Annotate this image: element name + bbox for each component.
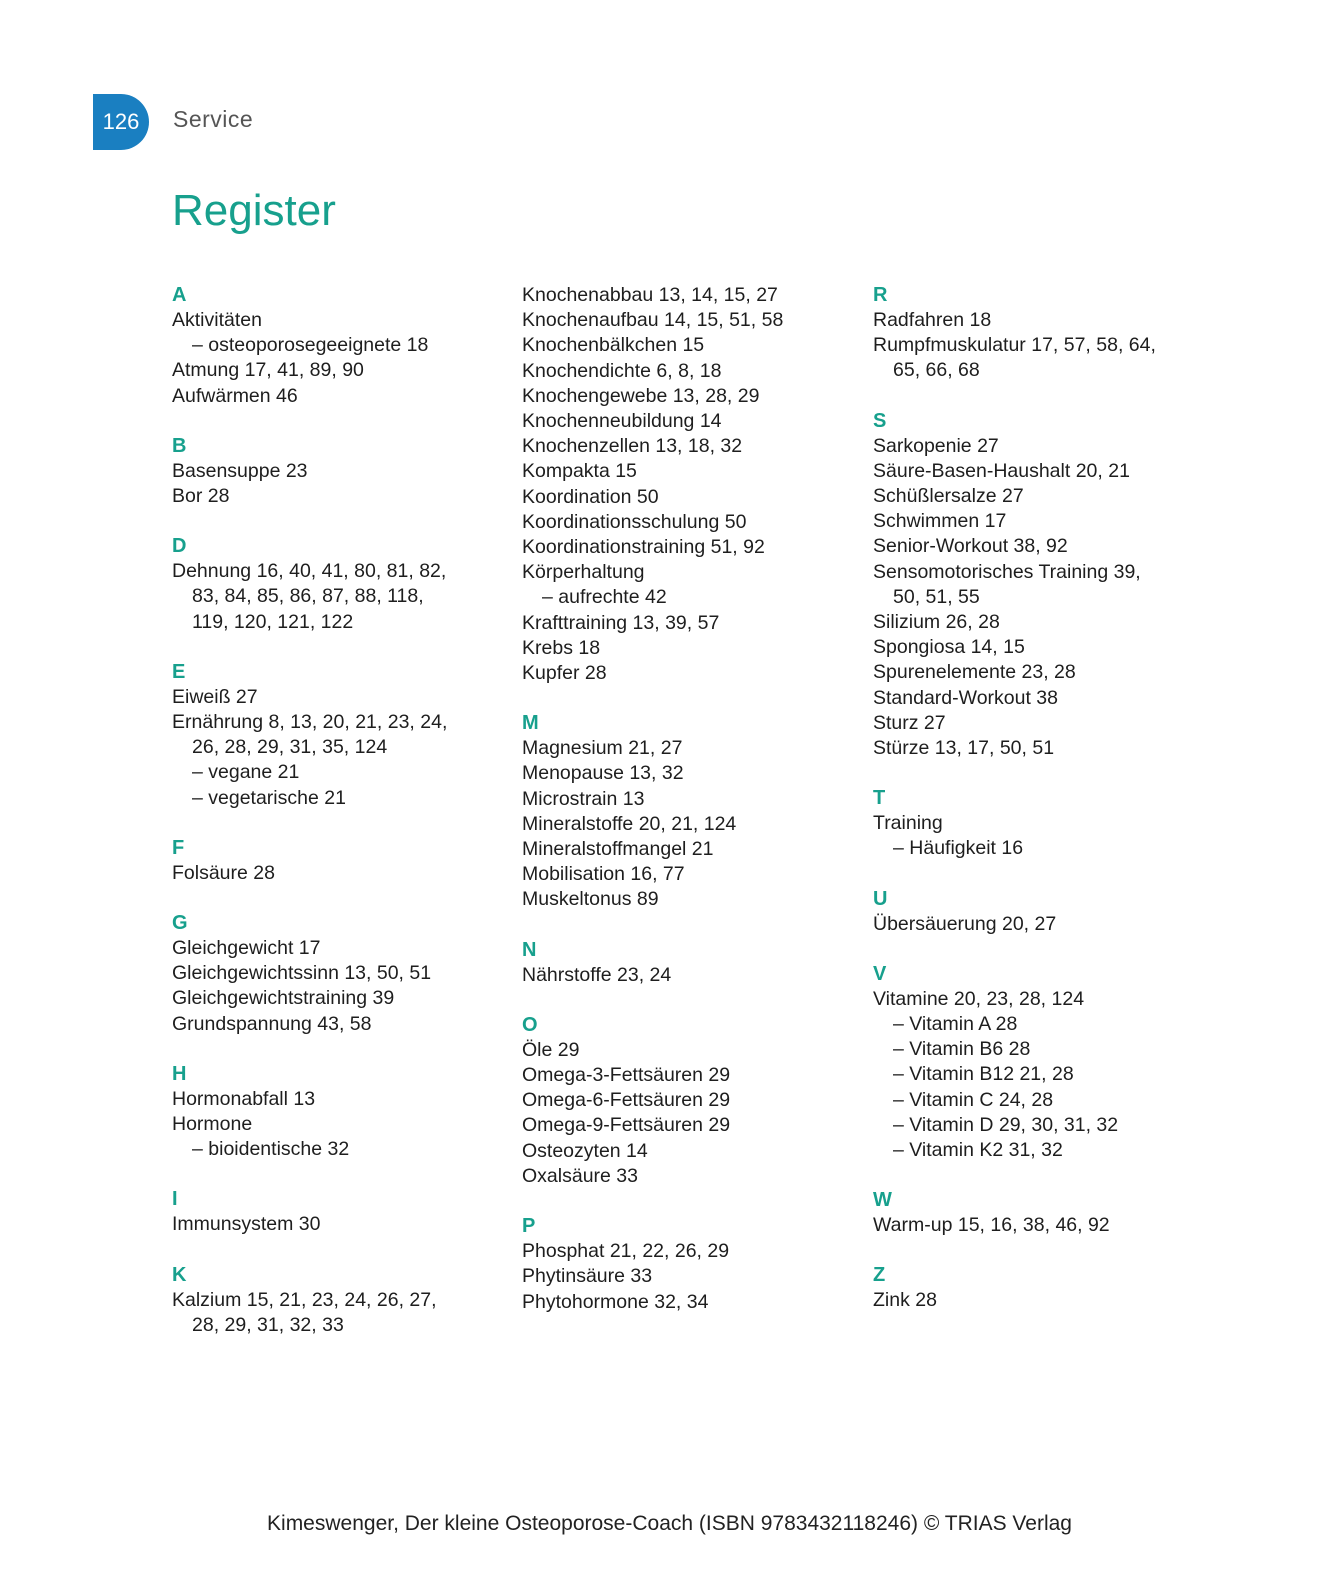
index-entry — [522, 787, 862, 812]
index-entry — [522, 459, 862, 484]
index-entry — [873, 912, 1213, 937]
index-entry-text: Basensuppe 23 — [172, 459, 308, 482]
index-entry — [873, 711, 1213, 736]
index-entry-text: Knochenabbau 13, 14, 15, 27 — [522, 284, 778, 306]
index-entry — [522, 636, 862, 661]
index-entry-text: Oxalsäure 33 — [522, 1164, 638, 1187]
index-entry-text: Standard-Workout 38 — [873, 686, 1058, 709]
index-entry-continuation: 26, 28, 29, 31, 35, 124 — [192, 736, 388, 759]
index-entry — [172, 1012, 512, 1037]
index-entry — [873, 534, 1213, 559]
index-letter-heading: U — [873, 887, 888, 910]
index-entry-text: Sarkopenie 27 — [873, 434, 999, 457]
index-entry-text: Hormonabfall 13 — [172, 1087, 316, 1110]
index-letter-heading: N — [522, 938, 537, 961]
index-entry-text: Folsäure 28 — [172, 861, 275, 884]
index-entry — [172, 559, 512, 635]
index-entry-text: Spurenelemente 23, 28 — [873, 661, 1076, 684]
index-entry-text: Microstrain 13 — [522, 787, 645, 810]
index-letter-heading: B — [172, 434, 187, 457]
index-entry-text: – Vitamin B12 21, 28 — [893, 1063, 1074, 1086]
index-subentry — [172, 786, 512, 811]
index-entry-text: Schüßlersalze 27 — [873, 485, 1024, 508]
index-entry-text: Knochenbälkchen 15 — [522, 334, 705, 357]
index-entry — [172, 961, 512, 986]
index-entry — [873, 635, 1213, 660]
index-letter-heading: O — [522, 1013, 538, 1036]
index-entry-text: Krebs 18 — [522, 636, 601, 659]
index-letter-heading: R — [873, 284, 888, 306]
index-entry — [172, 308, 512, 333]
index-entry-text: Hormone — [172, 1113, 253, 1136]
index-entry — [172, 685, 512, 710]
index-entry-text: Zink 28 — [873, 1289, 937, 1312]
index-entry — [522, 409, 862, 434]
index-entry-text: Mineralstoffe 20, 21, 124 — [522, 812, 737, 835]
page-number-badge: 126 — [93, 94, 149, 150]
index-entry-text: Vitamine 20, 23, 28, 124 — [873, 987, 1085, 1010]
index-letter-heading: D — [172, 535, 187, 558]
index-entry — [522, 661, 862, 686]
index-entry-text: Sensomotorisches Training 39, — [873, 560, 1141, 583]
index-entry — [522, 283, 862, 308]
index-letter-heading: V — [873, 962, 887, 985]
index-entry — [522, 510, 862, 535]
index-entry-text: Knochenzellen 13, 18, 32 — [522, 435, 743, 458]
index-entry — [522, 963, 862, 988]
index-entry-continuation: 28, 29, 31, 32, 33 — [192, 1313, 344, 1336]
index-entry-text: Phytohormone 32, 34 — [522, 1290, 709, 1313]
index-entry — [522, 1264, 862, 1289]
index-entry — [172, 1087, 512, 1112]
index-entry-text: Kupfer 28 — [522, 662, 607, 685]
index-entry — [522, 434, 862, 459]
index-entry — [873, 459, 1213, 484]
index-entry-text: Krafttraining 13, 39, 57 — [522, 611, 720, 634]
index-entry — [522, 1088, 862, 1113]
index-letter-heading: I — [172, 1188, 178, 1211]
index-entry — [522, 384, 862, 409]
index-subentry — [522, 585, 862, 610]
index-entry-continuation: 119, 120, 121, 122 — [192, 610, 354, 633]
index-entry — [522, 862, 862, 887]
index-entry — [172, 986, 512, 1011]
index-subentry — [873, 1062, 1213, 1087]
index-entry-text: Kompakta 15 — [522, 460, 637, 483]
index-entry-text: – Vitamin C 24, 28 — [893, 1088, 1054, 1111]
index-entry-text: Magnesium 21, 27 — [522, 737, 683, 760]
index-entry — [172, 484, 512, 509]
index-entry — [873, 484, 1213, 509]
index-entry — [873, 333, 1213, 383]
index-column-3 — [873, 283, 1213, 1314]
index-entry — [873, 660, 1213, 685]
index-entry-text: Silizium 26, 28 — [873, 611, 1000, 634]
index-entry-text: – aufrechte 42 — [542, 586, 667, 609]
index-letter-heading: K — [172, 1263, 187, 1286]
index-entry-text: Säure-Basen-Haushalt 20, 21 — [873, 459, 1130, 482]
index-entry — [172, 710, 512, 760]
index-entry-text: Training — [873, 812, 943, 835]
index-entry-text: – osteoporosegeeignete 18 — [192, 334, 429, 357]
index-entry — [522, 535, 862, 560]
index-entry-text: Sturz 27 — [873, 711, 946, 734]
index-entry — [522, 1164, 862, 1189]
index-entry — [873, 811, 1213, 836]
index-letter-heading: G — [172, 912, 188, 935]
index-entry-text: Menopause 13, 32 — [522, 762, 684, 785]
index-entry — [172, 1212, 512, 1237]
index-entry — [172, 861, 512, 886]
index-entry — [522, 1038, 862, 1063]
index-entry-text: Senior-Workout 38, 92 — [873, 535, 1068, 558]
index-letter-heading: E — [172, 660, 186, 683]
index-letter-heading: F — [172, 836, 185, 859]
index-entry-text: Phytinsäure 33 — [522, 1265, 653, 1288]
index-entry-text: Gleichgewichtstraining 39 — [172, 987, 395, 1010]
index-entry — [522, 812, 862, 837]
index-entry-continuation: 65, 66, 68 — [893, 359, 980, 382]
index-subentry — [172, 333, 512, 358]
footer-credit: Kimeswenger, Der kleine Osteoporose-Coach (ISBN 9783432118246) © TRIAS Verlag — [267, 1512, 1072, 1535]
index-entry-text: Omega-3-Fettsäuren 29 — [522, 1064, 731, 1087]
index-letter-heading: A — [172, 284, 187, 306]
index-entry-text: Muskeltonus 89 — [522, 888, 659, 911]
index-letter-heading: P — [522, 1215, 536, 1238]
index-entry-text: Dehnung 16, 40, 41, 80, 81, 82, — [172, 560, 447, 583]
index-subentry — [172, 1137, 512, 1162]
index-entry-text: – bioidentische 32 — [192, 1138, 350, 1161]
index-letter-heading: Z — [873, 1264, 886, 1287]
index-entry-text: Koordinationstraining 51, 92 — [522, 536, 765, 559]
index-entry — [522, 1239, 862, 1264]
index-entry — [522, 1139, 862, 1164]
index-entry — [172, 1112, 512, 1137]
index-entry-text: Knochengewebe 13, 28, 29 — [522, 384, 760, 407]
index-entry-text: Atmung 17, 41, 89, 90 — [172, 359, 364, 382]
index-entry — [873, 610, 1213, 635]
index-entry-text: – vegane 21 — [192, 761, 300, 784]
page-title: Register — [172, 186, 336, 235]
index-entry-text: Gleichgewichtssinn 13, 50, 51 — [172, 962, 432, 985]
index-entry — [522, 333, 862, 358]
index-entry — [873, 509, 1213, 534]
index-entry — [522, 308, 862, 333]
index-subentry — [873, 836, 1213, 861]
index-entry — [522, 560, 862, 585]
index-entry-text: Übersäuerung 20, 27 — [873, 912, 1057, 935]
index-entry-text: Schwimmen 17 — [873, 510, 1007, 533]
index-entry — [873, 686, 1213, 711]
index-entry-text: Eiweiß 27 — [172, 685, 258, 708]
index-entry — [522, 1063, 862, 1088]
index-entry — [873, 434, 1213, 459]
index-letter-heading: W — [873, 1189, 892, 1212]
index-entry-text: Rumpfmuskulatur 17, 57, 58, 64, — [873, 334, 1156, 357]
index-entry — [522, 837, 862, 862]
index-entry-text: Aufwärmen 46 — [172, 384, 298, 407]
index-column-2 — [522, 283, 862, 1315]
index-subentry — [873, 1138, 1213, 1163]
index-entry — [873, 308, 1213, 333]
index-entry-continuation: 50, 51, 55 — [893, 585, 980, 608]
index-entry — [522, 887, 862, 912]
index-entry — [172, 358, 512, 383]
index-letter-heading: M — [522, 712, 539, 735]
index-entry-text: – Vitamin D 29, 30, 31, 32 — [893, 1113, 1119, 1136]
index-entry-continuation: 83, 84, 85, 86, 87, 88, 118, — [192, 585, 424, 608]
index-entry-text: Stürze 13, 17, 50, 51 — [873, 737, 1055, 760]
index-subentry — [873, 1113, 1213, 1138]
index-letter-heading: T — [873, 787, 886, 810]
index-entry — [522, 359, 862, 384]
index-entry-text: Radfahren 18 — [873, 309, 992, 331]
index-entry-text: Koordination 50 — [522, 485, 659, 508]
index-entry — [873, 987, 1213, 1012]
index-entry — [522, 1290, 862, 1315]
index-entry-text: – Vitamin B6 28 — [893, 1038, 1031, 1061]
index-entry — [873, 560, 1213, 610]
index-entry-text: Aktivitäten — [172, 309, 262, 331]
index-subentry — [873, 1088, 1213, 1113]
index-letter-heading: H — [172, 1062, 187, 1085]
index-entry-text: Mobilisation 16, 77 — [522, 863, 685, 886]
index-entry — [172, 1288, 512, 1338]
index-entry — [522, 1113, 862, 1138]
index-entry — [873, 1213, 1213, 1238]
index-subentry — [873, 1012, 1213, 1037]
index-entry — [172, 936, 512, 961]
index-entry — [522, 485, 862, 510]
index-entry — [873, 1288, 1213, 1313]
index-entry-text: Osteozyten 14 — [522, 1139, 648, 1162]
index-entry-text: – Häufigkeit 16 — [893, 837, 1024, 860]
index-entry-text: Spongiosa 14, 15 — [873, 636, 1025, 659]
index-entry-text: Körperhaltung — [522, 561, 645, 584]
index-subentry — [873, 1037, 1213, 1062]
index-entry-text: Mineralstoffmangel 21 — [522, 838, 714, 861]
index-entry — [172, 384, 512, 409]
index-entry-text: Kalzium 15, 21, 23, 24, 26, 27, — [172, 1288, 437, 1311]
index-entry — [522, 736, 862, 761]
index-entry-text: Bor 28 — [172, 485, 230, 508]
section-label: Service — [173, 106, 254, 132]
index-entry — [172, 459, 512, 484]
index-entry-text: Nährstoffe 23, 24 — [522, 963, 672, 986]
index-subentry — [172, 760, 512, 785]
index-entry-text: – Vitamin K2 31, 32 — [893, 1139, 1063, 1162]
index-entry-text: Phosphat 21, 22, 26, 29 — [522, 1240, 730, 1263]
index-entry-text: – Vitamin A 28 — [893, 1013, 1018, 1036]
index-entry-text: Warm-up 15, 16, 38, 46, 92 — [873, 1214, 1110, 1237]
index-entry-text: Omega-9-Fettsäuren 29 — [522, 1114, 731, 1137]
index-entry — [522, 761, 862, 786]
index-entry-text: Omega-6-Fettsäuren 29 — [522, 1089, 731, 1112]
index-entry-text: Knochenaufbau 14, 15, 51, 58 — [522, 309, 784, 332]
index-column-1 — [172, 283, 512, 1338]
index-entry-text: Grundspannung 43, 58 — [172, 1012, 372, 1035]
index-entry-text: Knochendichte 6, 8, 18 — [522, 359, 722, 382]
index-entry — [873, 736, 1213, 761]
index-entry-text: Koordinationsschulung 50 — [522, 510, 747, 533]
index-entry-text: Ernährung 8, 13, 20, 21, 23, 24, — [172, 711, 448, 734]
index-entry-text: Immunsystem 30 — [172, 1213, 321, 1236]
index-letter-heading: S — [873, 409, 887, 432]
index-entry — [522, 611, 862, 636]
index-entry-text: – vegetarische 21 — [192, 786, 346, 809]
index-entry-text: Knochenneubildung 14 — [522, 410, 722, 433]
index-entry-text: Gleichgewicht 17 — [172, 937, 321, 960]
index-entry-text: Öle 29 — [522, 1038, 580, 1061]
